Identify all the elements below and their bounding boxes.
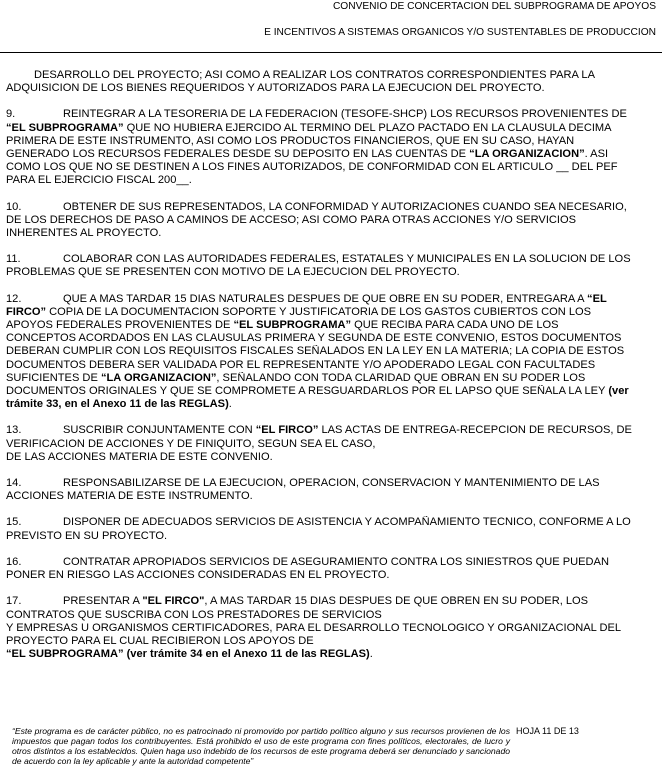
text-line — [6, 293, 656, 306]
bold-text: “EL SUBPROGRAMA” — [6, 121, 124, 134]
text-line — [6, 214, 656, 227]
text-line — [6, 135, 656, 148]
clause-11 — [6, 253, 656, 279]
bold-text: "EL FIRCO" — [142, 595, 205, 608]
text-run: GENERADO LOS RECURSOS FEDERALES DESDE SU DEPOSITO EN LAS CUENTAS DE — [6, 148, 470, 161]
text-run: DE LAS ACCIONES MATERIA DE ESTE CONVENIO. — [6, 450, 273, 463]
text-run: SUFICIENTES DE — [6, 371, 101, 384]
text-run: CONCEPTOS ACORDADOS EN LAS CLAUSULAS PRIMERA Y SEGUNDA DE ESTE CONVENIO, ESTOS DOCUMENTOS — [6, 332, 622, 345]
clause-number: 14. — [6, 477, 22, 490]
clause-13 — [6, 424, 656, 464]
text-run: PREVISTO EN SU PROYECTO. — [6, 529, 168, 542]
header-title-line2: E INCENTIVOS A SISTEMAS ORGANICOS Y/O SUSTENTABLES DE PRODUCCION — [264, 27, 656, 38]
text-run: REINTEGRAR A LA TESORERIA DE LA FEDERACION (TESOFE-SHCP) LOS RECURSOS PROVENIENTES DE — [63, 108, 627, 121]
text-run: ADQUISICION DE LOS BIENES REQUERIDOS Y AUTORIZADOS PARA LA EJECUCION DEL PROYECTO. — [6, 82, 545, 95]
text-line — [6, 266, 656, 279]
clause-10 — [6, 201, 656, 241]
text-run: PRESENTAR A — [63, 595, 143, 608]
text-run: COMO LOS QUE NO SE DESTINEN A LOS FINES AUTORIZADOS, DE CONFORMIDAD CON EL ARTICULO __ DEL PEF — [6, 161, 618, 174]
text-line — [6, 69, 656, 82]
text-run: QUE NO HUBIERA EJERCIDO AL TERMINO DEL PLAZO PACTADO EN LA CLAUSULA DECIMA — [123, 121, 612, 134]
text-line — [6, 306, 656, 319]
text-line — [6, 569, 656, 582]
text-line — [6, 622, 656, 635]
clause-14 — [6, 477, 656, 503]
clause-number: 9. — [6, 108, 16, 121]
text-line — [6, 451, 656, 464]
clause-12 — [6, 293, 656, 412]
text-run: DOCUMENTOS DEBERA SER VALIDADA POR EL REPRESENTANTE Y/O APODERADO LEGAL CON FACULTADES — [6, 358, 596, 371]
bold-text: “EL — [587, 292, 607, 305]
text-run: DISPONER DE ADECUADOS SERVICIOS DE ASISTENCIA Y ACOMPAÑAMIENTO TECNICO, CONFORME A LO — [63, 516, 631, 529]
text-line — [6, 122, 656, 135]
text-run: LAS ACTAS DE ENTREGA-RECEPCION DE RECURSOS, DE — [318, 424, 632, 437]
clause-number: 12. — [6, 292, 22, 305]
footer-disclaimer: “Este programa es de carácter público, no es patrocinado ni promovido por partido político alguno y sus recursos provienen de los impuestos que pagan todos los contribuyentes. Está prohibido el uso de este programa con fines políticos, electorales, de lucro y otros distintos a los establecidos. Quien haga uso indebido de los recursos de este programa deberá ser denunciado y sancionado de acuerdo con la ley aplicable y ante la autoridad competente” — [12, 726, 510, 766]
clause-15 — [6, 516, 656, 542]
text-line — [6, 530, 656, 543]
clause-number: 11. — [6, 253, 21, 266]
document-body — [6, 69, 656, 674]
text-line — [6, 345, 656, 358]
text-run: COPIA DE LA DOCUMENTACION SOPORTE Y JUSTIFICATORIA DE LOS GASTOS CUBIERTOS CON LOS — [46, 305, 592, 318]
text-run: RESPONSABILIZARSE DE LA EJECUCION, OPERACION, CONSERVACION Y MANTENIMIENTO DE LAS — [63, 477, 600, 490]
clause-number: 17. — [6, 595, 22, 608]
text-line — [6, 332, 656, 345]
clause-9 — [6, 108, 656, 187]
text-line — [6, 609, 656, 622]
clause-number: 16. — [6, 555, 22, 568]
text-line — [6, 477, 656, 490]
text-line — [6, 148, 656, 161]
clause-number: 15. — [6, 516, 22, 529]
text-run: VERIFICACION DE ACCIONES Y DE FINIQUITO, SEGUN SEA EL CASO, — [6, 437, 376, 450]
text-run: COLABORAR CON LAS AUTORIDADES FEDERALES, ESTATALES Y MUNICIPALES EN LA SOLUCION DE LOS — [63, 253, 631, 266]
text-run: QUE A MAS TARDAR 15 DIAS NATURALES DESPUES DE QUE OBRE EN SU PODER, ENTREGARA A — [63, 292, 588, 305]
text-line — [6, 595, 656, 608]
text-run: . — [228, 398, 232, 411]
text-line — [6, 398, 656, 411]
text-line — [6, 490, 656, 503]
header-title-line1: CONVENIO DE CONCERTACION DEL SUBPROGRAMA DE APOYOS — [332, 1, 656, 12]
text-line — [6, 556, 656, 569]
text-run: PONER EN RIESGO LAS ACCIONES CONSIDERADAS EN EL PROYECTO. — [6, 569, 390, 582]
text-run: Y EMPRESAS U ORGANISMOS CERTIFICADORES, PARA EL DESARROLLO TECNOLOGICO Y ORGANIZACIONAL DEL — [6, 621, 622, 634]
text-run: PRIMERA DE ESTE INSTRUMENTO, ASI COMO LOS PRODUCTOS FINANCIEROS, QUE EN SU CASO, HAYAN — [6, 134, 575, 147]
text-run: DESARROLLO DEL PROYECTO; ASI COMO A REALIZAR LOS CONTRATOS CORRESPONDIENTES PARA LA — [34, 69, 595, 81]
text-run: SUSCRIBIR CONJUNTAMENTE CON — [63, 424, 256, 437]
bold-text: “EL FIRCO” — [255, 424, 319, 437]
text-run: DEBERAN CUMPLIR CON LOS REQUISITOS FISCALES SEÑALADOS EN LA LEY EN LA MATERIA; LA COPIA DE ESTOS — [6, 345, 625, 358]
bold-text: (ver — [608, 385, 629, 398]
clause-number: 10. — [6, 200, 22, 213]
text-run: ACCIONES MATERIA DE ESTE INSTRUMENTO. — [6, 490, 253, 503]
text-run: OBTENER DE SUS REPRESENTADOS, LA CONFORMIDAD Y AUTORIZACIONES CUANDO SEA NECESARIO, — [63, 200, 627, 213]
text-line — [6, 201, 656, 214]
text-run: CONTRATAR APROPIADOS SERVICIOS DE ASEGURAMIENTO CONTRA LOS SINIESTROS QUE PUEDAN — [63, 555, 609, 568]
text-line — [6, 648, 656, 661]
clause-17 — [6, 595, 656, 661]
text-line — [6, 372, 656, 385]
text-line — [6, 227, 656, 240]
page-number: HOJA 11 DE 13 — [516, 726, 579, 736]
bold-text: “LA ORGANIZACION” — [100, 371, 217, 384]
text-line — [6, 438, 656, 451]
bold-text: FIRCO” — [6, 305, 47, 318]
text-run: DE LOS DERECHOS DE PASO A CAMINOS DE ACCESO; ASI COMO PARA OTRAS ACCIONES Y/O SERVICIOS — [6, 213, 577, 226]
text-run: . — [369, 648, 373, 661]
clause-number: 13. — [6, 424, 22, 437]
text-line — [6, 359, 656, 372]
text-run: APOYOS FEDERALES PROVENIENTES DE — [6, 319, 234, 332]
text-line — [6, 424, 656, 437]
text-run: PROYECTO PARA EL CUAL RECIBIERON LOS APOYOS DE — [6, 634, 314, 647]
text-line — [6, 108, 656, 121]
header-divider — [0, 52, 662, 53]
clause-16 — [6, 556, 656, 582]
text-run: PROBLEMAS QUE SE PRESENTEN CON MOTIVO DE LA EJECUCION DEL PROYECTO. — [6, 266, 460, 279]
bold-text: trámite 33, en el Anexo 11 de las REGLAS) — [6, 398, 229, 411]
text-line — [6, 253, 656, 266]
text-line — [6, 161, 656, 174]
text-line — [6, 516, 656, 529]
text-line — [6, 174, 656, 187]
text-line — [6, 319, 656, 332]
text-run: PARA EL EJERCICIO FISCAL 200__. — [6, 174, 192, 187]
bold-text: “EL SUBPROGRAMA” — [233, 319, 352, 332]
bold-text: “LA ORGANIZACION” — [469, 148, 585, 161]
text-run: , SEÑALANDO CON TODA CLARIDAD QUE OBRAN EN SU PODER LOS — [216, 371, 586, 384]
text-line — [6, 385, 656, 398]
text-run: INHERENTES AL PROYECTO. — [6, 227, 162, 240]
text-line — [6, 635, 656, 648]
text-run: . ASI — [584, 148, 609, 161]
clause-continuation — [6, 69, 656, 95]
text-run: CONTRATOS QUE SUSCRIBA CON LOS PRESTADORES DE SERVICIOS — [6, 608, 382, 621]
text-run: QUE RECIBA PARA CADA UNO DE LOS — [351, 319, 559, 332]
bold-text: “EL SUBPROGRAMA” (ver trámite 34 en el Anexo 11 de las REGLAS) — [6, 648, 370, 661]
text-line — [6, 82, 656, 95]
text-run: , A MAS TARDAR 15 DIAS DESPUES DE QUE OBREN EN SU PODER, LOS — [204, 595, 589, 608]
text-run: DOCUMENTOS ORIGINALES Y QUE SE COMPROMETE A RESGUARDARLOS POR EL LAPSO QUE SEÑALA LA LEY — [6, 385, 609, 398]
